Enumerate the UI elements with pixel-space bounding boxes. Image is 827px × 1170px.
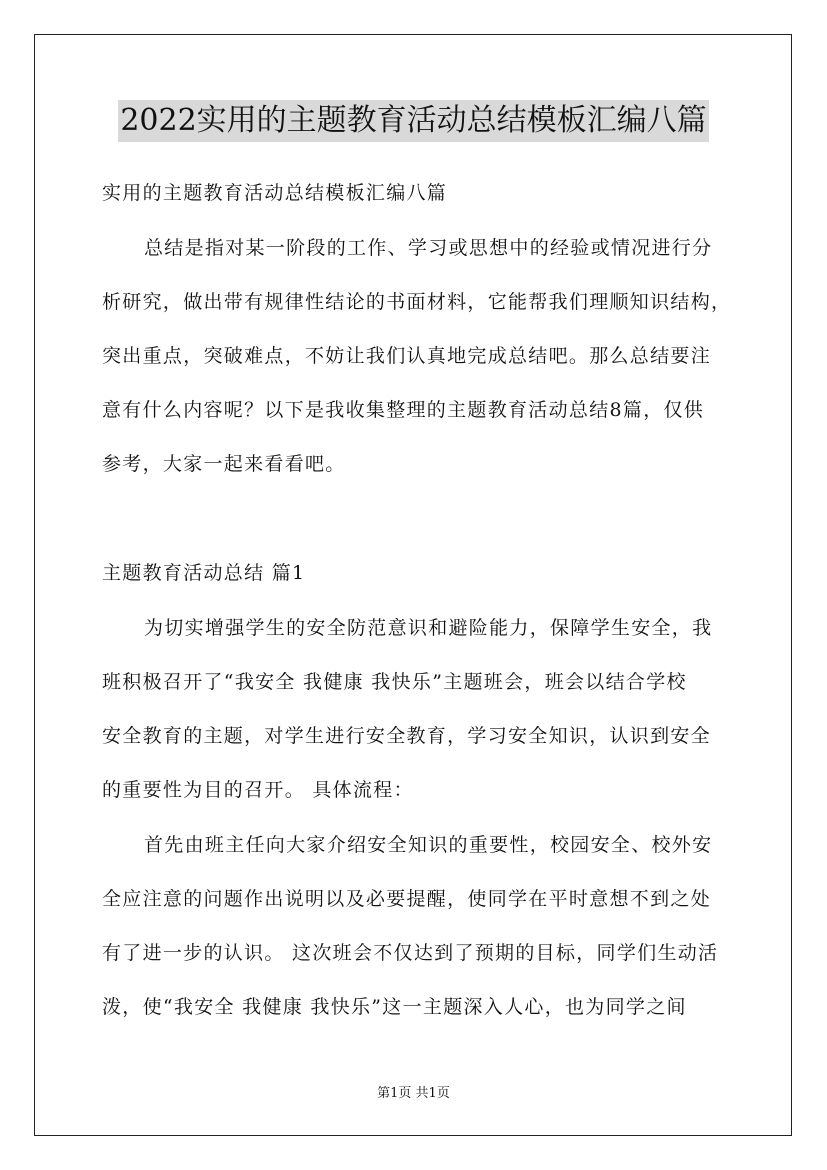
paragraph-line: 析研究，做出带有规律性结论的书面材料，它能帮我们理顺知识结构，: [102, 291, 732, 313]
paragraph-line: 首先由班主任向大家介绍安全知识的重要性，校园安全、校外安: [144, 834, 713, 856]
paragraph-line: 安全教育的主题，对学生进行安全教育，学习安全知识，认识到安全: [102, 725, 712, 747]
paragraph-line: 的重要性为目的召开。 具体流程：: [102, 779, 414, 801]
paragraph-line: 泼，使“我安全 我健康 我快乐”这一主题深入人心，也为同学之间: [102, 996, 687, 1018]
section-heading: 主题教育活动总结 篇1: [102, 562, 306, 584]
paragraph-line: 总结是指对某一阶段的工作、学习或思想中的经验或情况进行分: [144, 237, 713, 259]
page-footer: 第1页 共1页: [377, 1086, 450, 1101]
paragraph-line: 突出重点，突破难点，不妨让我们认真地完成总结吧。那么总结要注: [102, 345, 712, 367]
document-title: 2022实用的主题教育活动总结模板汇编八篇: [118, 100, 709, 142]
paragraph-line: 参考，大家一起来看看吧。: [102, 453, 346, 475]
paragraph-line: 全应注意的问题作出说明以及必要提醒，使同学在平时意想不到之处: [102, 888, 712, 910]
paragraph-line: 班积极召开了“我安全 我健康 我快乐”主题班会，班会以结合学校: [102, 671, 687, 693]
paragraph-line: 为切实增强学生的安全防范意识和避险能力，保障学生安全，我: [144, 617, 713, 639]
paragraph-line: 有了进一步的认识。 这次班会不仅达到了预期的目标，同学们生动活: [102, 942, 719, 964]
subtitle-line: 实用的主题教育活动总结模板汇编八篇: [102, 182, 448, 204]
paragraph-line: 意有什么内容呢？以下是我收集整理的主题教育活动总结8篇，仅供: [102, 399, 705, 421]
